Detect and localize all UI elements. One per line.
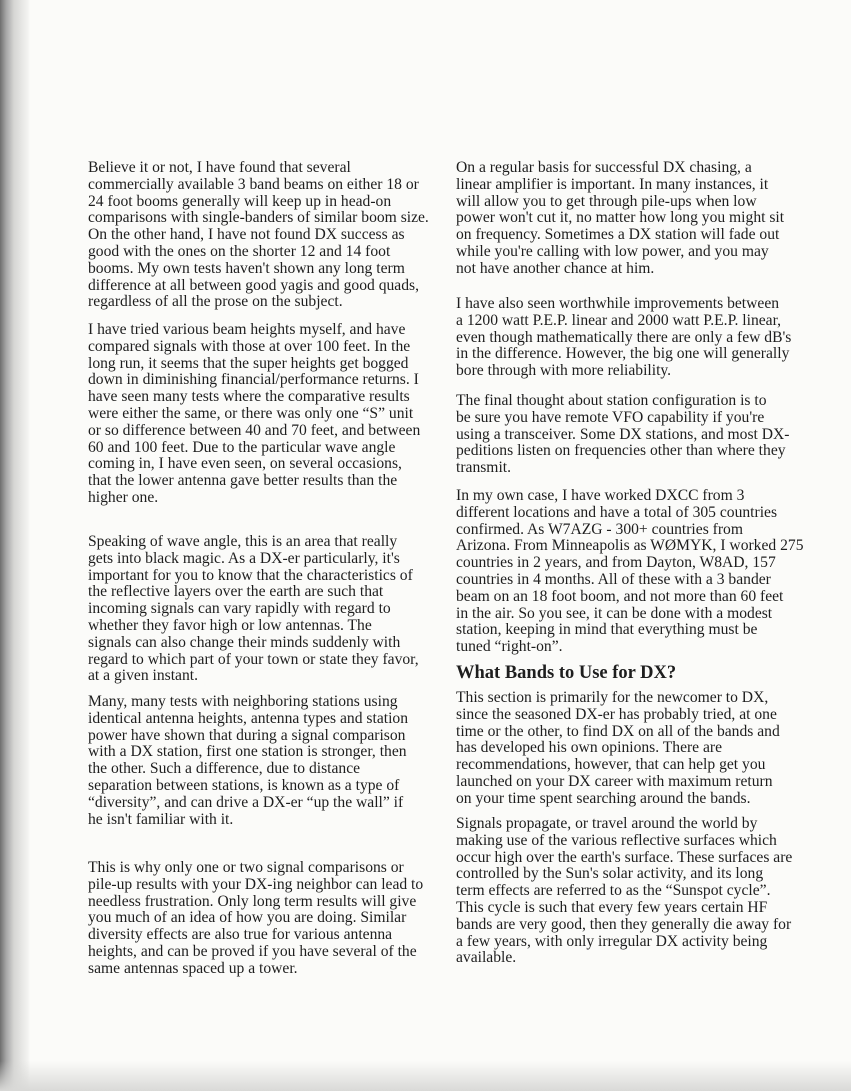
paragraph-newcomer: This section is primarily for the newcomer to DX, since the seasoned DX-er has probably tried, at one time or the other, to find DX on all of the bands and has developed his own opinions. There are recommendations, however, that can help get you launched on your DX career with maximum return on your time spent searching around the bands. xyxy=(456,689,780,807)
paragraph-linear-amplifier: On a regular basis for successful DX chasing, a linear amplifier is important. In many instances, it will allow you to get through pile-ups when low power won't cut it, no matter how long you might sit on frequency. Sometimes a DX station will fade out while you're calling with low power, and you may not have another chance at him. xyxy=(456,159,785,277)
scan-bottom-shadow xyxy=(0,1061,851,1091)
scan-binding-shadow xyxy=(0,0,30,1091)
paragraph-wave-angle: Speaking of wave angle, this is an area that really gets into black magic. As a DX-er particularly, it's important for you to know that the characteristics of the reflective layers over the earth are such that incoming signals can vary rapidly with regard to whether they favor high or low antennas. The signals can also change their minds suddenly with regard to which part of your town or state they favor, at a given instant. xyxy=(88,533,419,685)
paragraph-signal-comparisons: This is why only one or two signal comparisons or pile-up results with your DX-ing neighbor can lead to needless frustration. Only long term results will give you much of an idea of how you are doing. Similar diversity effects are also true for various antenna heights, and can be proved if you have several of the same antennas spaced up a tower. xyxy=(88,859,424,977)
paragraph-beam-heights: I have tried various beam heights myself, and have compared signals with those at over 100 feet. In the long run, it seems that the super heights get bogged down in diminishing financial/performance returns. I have seen many tests where the comparative results were either the same, or there was only one “S” unit or so difference between 40 and 70 feet, and between 60 and 100 feet. Due to the particular wave angle coming in, I have even seen, on several occasions, that the lower antenna gave better results than the higher one. xyxy=(88,321,421,506)
paragraph-diversity: Many, many tests with neighboring stations using identical antenna heights, antenna types and station power have shown that during a signal comparison with a DX station, first one station is stronger, then the other. Such a difference, due to distance separation between stations, is known as a type of “diversity”, and can drive a DX-er “up the wall” if he isn't familiar with it. xyxy=(88,693,409,828)
paragraph-beam-booms: Believe it or not, I have found that several commercially available 3 band beams on either 18 or 24 foot booms generally will keep up in head-on comparisons with single-banders of similar boom size. On the other hand, I have not found DX success as good with the ones on the shorter 12 and 14 foot booms. My own tests haven't shown any long term difference at all between good yagis and good quads, regardless of all the prose on the subject. xyxy=(88,159,429,311)
section-heading: What Bands to Use for DX? xyxy=(456,663,677,683)
paragraph-pep-linear: I have also seen worthwhile improvements between a 1200 watt P.E.P. linear and 2000 watt P.E.P. linear, even though mathematically there are only a few dB's in the difference. However, the big one will generally bore through with more reliability. xyxy=(456,295,792,380)
paragraph-remote-vfo: The final thought about station configuration is to be sure you have remote VFO capability if you're using a transceiver. Some DX stations, and most DX- peditions listen on frequencies other than where they transmit. xyxy=(456,392,790,477)
paragraph-propagation: Signals propagate, or travel around the world by making use of the various reflective surfaces which occur high over the earth's surface. These surfaces are controlled by the Sun's solar activity, and its long term effects are referred to as the “Sunspot cycle”. This cycle is such that every few years certain HF bands are very good, then they generally die away for a few years, with only irregular DX activity being available. xyxy=(456,815,793,967)
paragraph-dxcc-record: In my own case, I have worked DXCC from 3 different locations and have a total of 305 countries confirmed. As W7AZG - 300+ countries from Arizona. From Minneapolis as WØMYK, I worked 275 countries in 2 years, and from Dayton, W8AD, 157 countries in 4 months. All of these with a 3 bander beam on an 18 foot boom, and not more than 60 feet in the air. So you see, it can be done with a modest station, keeping in mind that everything must be tuned “right-on”. xyxy=(456,487,804,656)
